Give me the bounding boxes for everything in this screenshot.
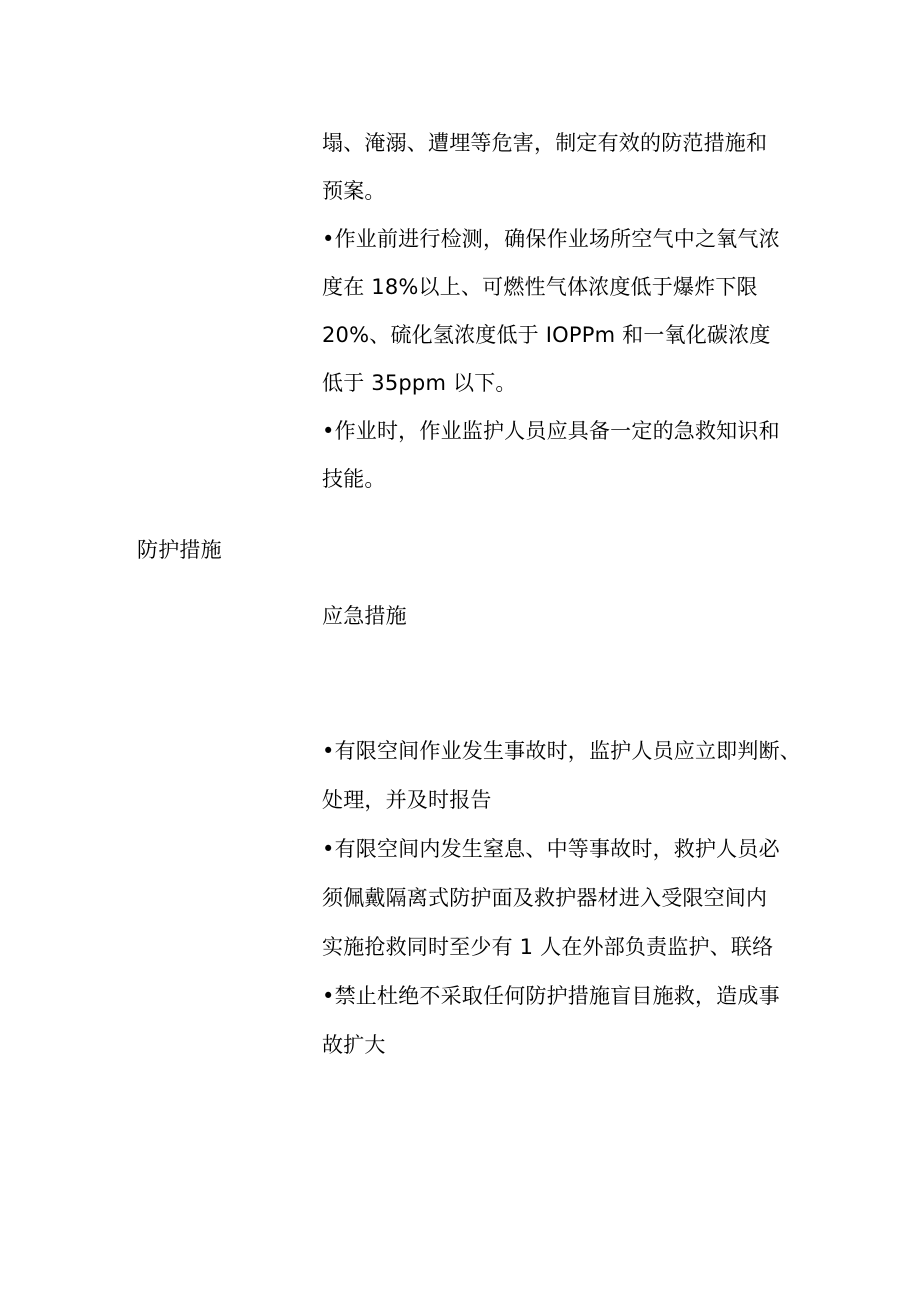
bullet-line: •禁止杜绝不采取任何防护措施盲目施救，造成事 xyxy=(322,984,780,1008)
paragraph-line: 预案。 xyxy=(322,179,386,203)
subsection-heading: 应急措施 xyxy=(322,604,407,628)
paragraph-line: 20%、硫化氢浓度低于 IOPPm 和一氧化碳浓度 xyxy=(322,323,771,347)
paragraph-line: 实施抢救同时至少有 1 人在外部负责监护、联络 xyxy=(322,935,774,959)
paragraph-line: 须佩戴隔离式防护面及救护器材进入受限空间内 xyxy=(322,886,768,910)
bullet-line: •有限空间作业发生事故时，监护人员应立即判断、 xyxy=(322,739,801,763)
bullet-line: •有限空间内发生窒息、中等事故时，救护人员必 xyxy=(322,837,780,861)
paragraph-line: 低于 35ppm 以下。 xyxy=(322,371,517,395)
paragraph-line: 度在 18%以上、可燃性气体浓度低于爆炸下限 xyxy=(322,275,758,299)
section-heading: 防护措施 xyxy=(137,538,222,562)
bullet-line: •作业前进行检测，确保作业场所空气中之氧气浓 xyxy=(322,227,780,251)
paragraph-line: 处理，并及时报告 xyxy=(322,788,492,812)
paragraph-line: 故扩大 xyxy=(322,1033,386,1057)
bullet-line: •作业时，作业监护人员应具备一定的急救知识和 xyxy=(322,419,780,443)
paragraph-line: 技能。 xyxy=(322,467,386,491)
paragraph-line: 塌、淹溺、遭埋等危害，制定有效的防范措施和 xyxy=(322,131,768,155)
